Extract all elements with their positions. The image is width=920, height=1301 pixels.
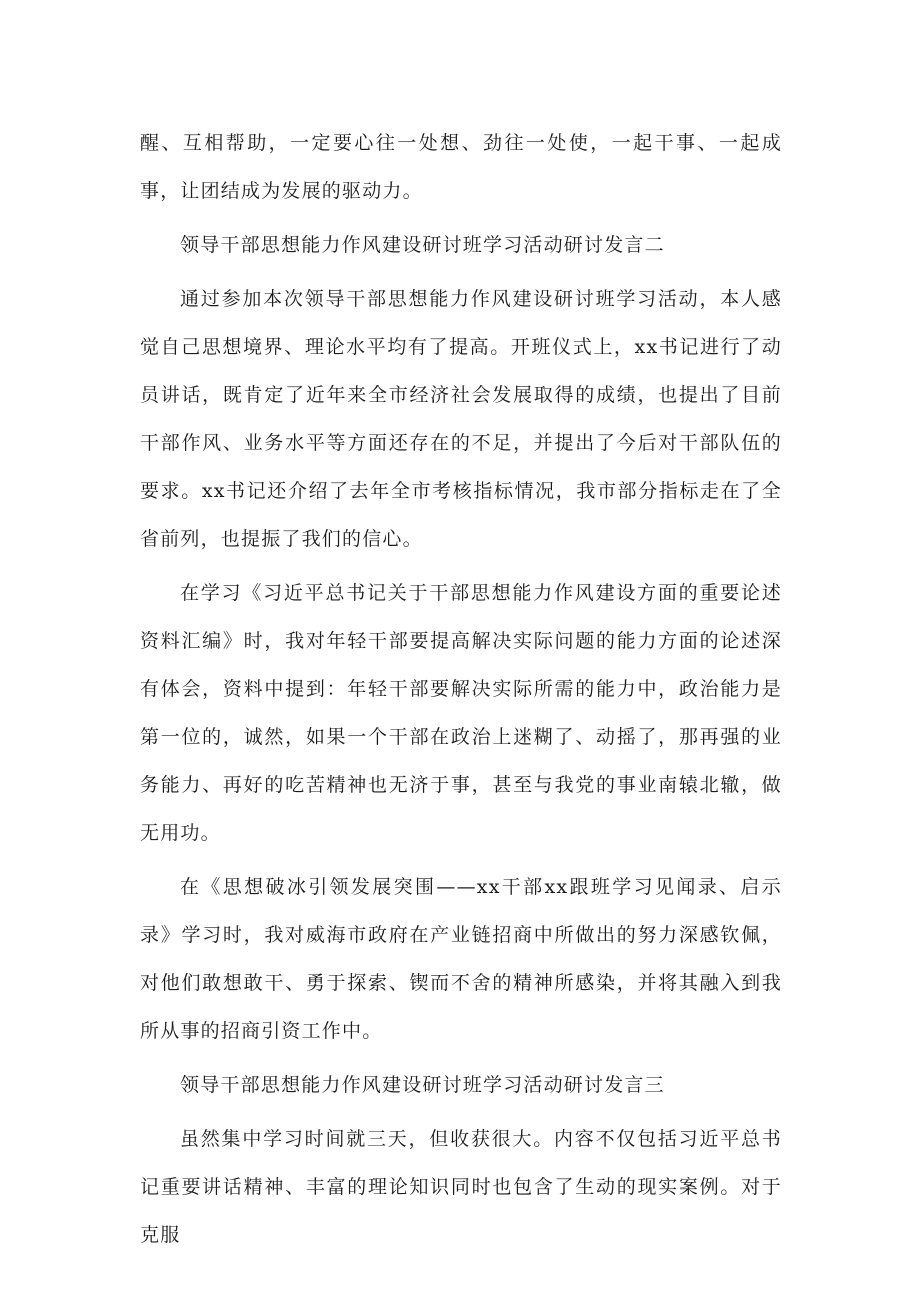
document-body <box>140 119 782 1259</box>
paragraph-continued: 醒、互相帮助，一定要心往一处想、劲往一处使，一起干事、一起成事，让团结成为发展的驱动力。 <box>140 132 782 202</box>
paragraph-3: 在《思想破冰引领发展突围——xx干部xx跟班学习见闻录、启示录》学习时，我对威海市政府在产业链招商中所做出的努力深感钦佩，对他们敢想敢干、勇于探索、锲而不舍的精神所感染，并将其融入到我所从事的招商引资工作中。 <box>140 876 782 1042</box>
paragraph-2: 在学习《习近平总书记关于干部思想能力作风建设方面的重要论述资料汇编》时，我对年轻干部要提高解决实际问题的能力方面的论述深有体会，资料中提到：年轻干部要解决实际所需的能力中，政治能力是第一位的，诚然，如果一个干部在政治上迷糊了、动摇了，那再强的业务能力、再好的吃苦精神也无济于事，甚至与我党的事业南辕北辙，做无用功。 <box>140 582 782 844</box>
paragraph-1: 通过参加本次领导干部思想能力作风建设研讨班学习活动，本人感觉自己思想境界、理论水平均有了提高。开班仪式上，xx书记进行了动员讲话，既肯定了近年来全市经济社会发展取得的成绩，也提出了目前干部作风、业务水平等方面还存在的不足，并提出了今后对干部队伍的要求。xx书记还介绍了去年全市考核指标情况，我市部分指标走在了全省前列，也提振了我们的信心。 <box>140 288 782 550</box>
section-heading-2: 领导干部思想能力作风建设研讨班学习活动研讨发言二 <box>180 234 665 256</box>
paragraph-4: 虽然集中学习时间就三天，但收获很大。内容不仅包括习近平总书记重要讲话精神、丰富的理论知识同时也包含了生动的现实案例。对于克服 <box>140 1128 782 1246</box>
section-heading-3: 领导干部思想能力作风建设研讨班学习活动研讨发言三 <box>180 1074 665 1096</box>
